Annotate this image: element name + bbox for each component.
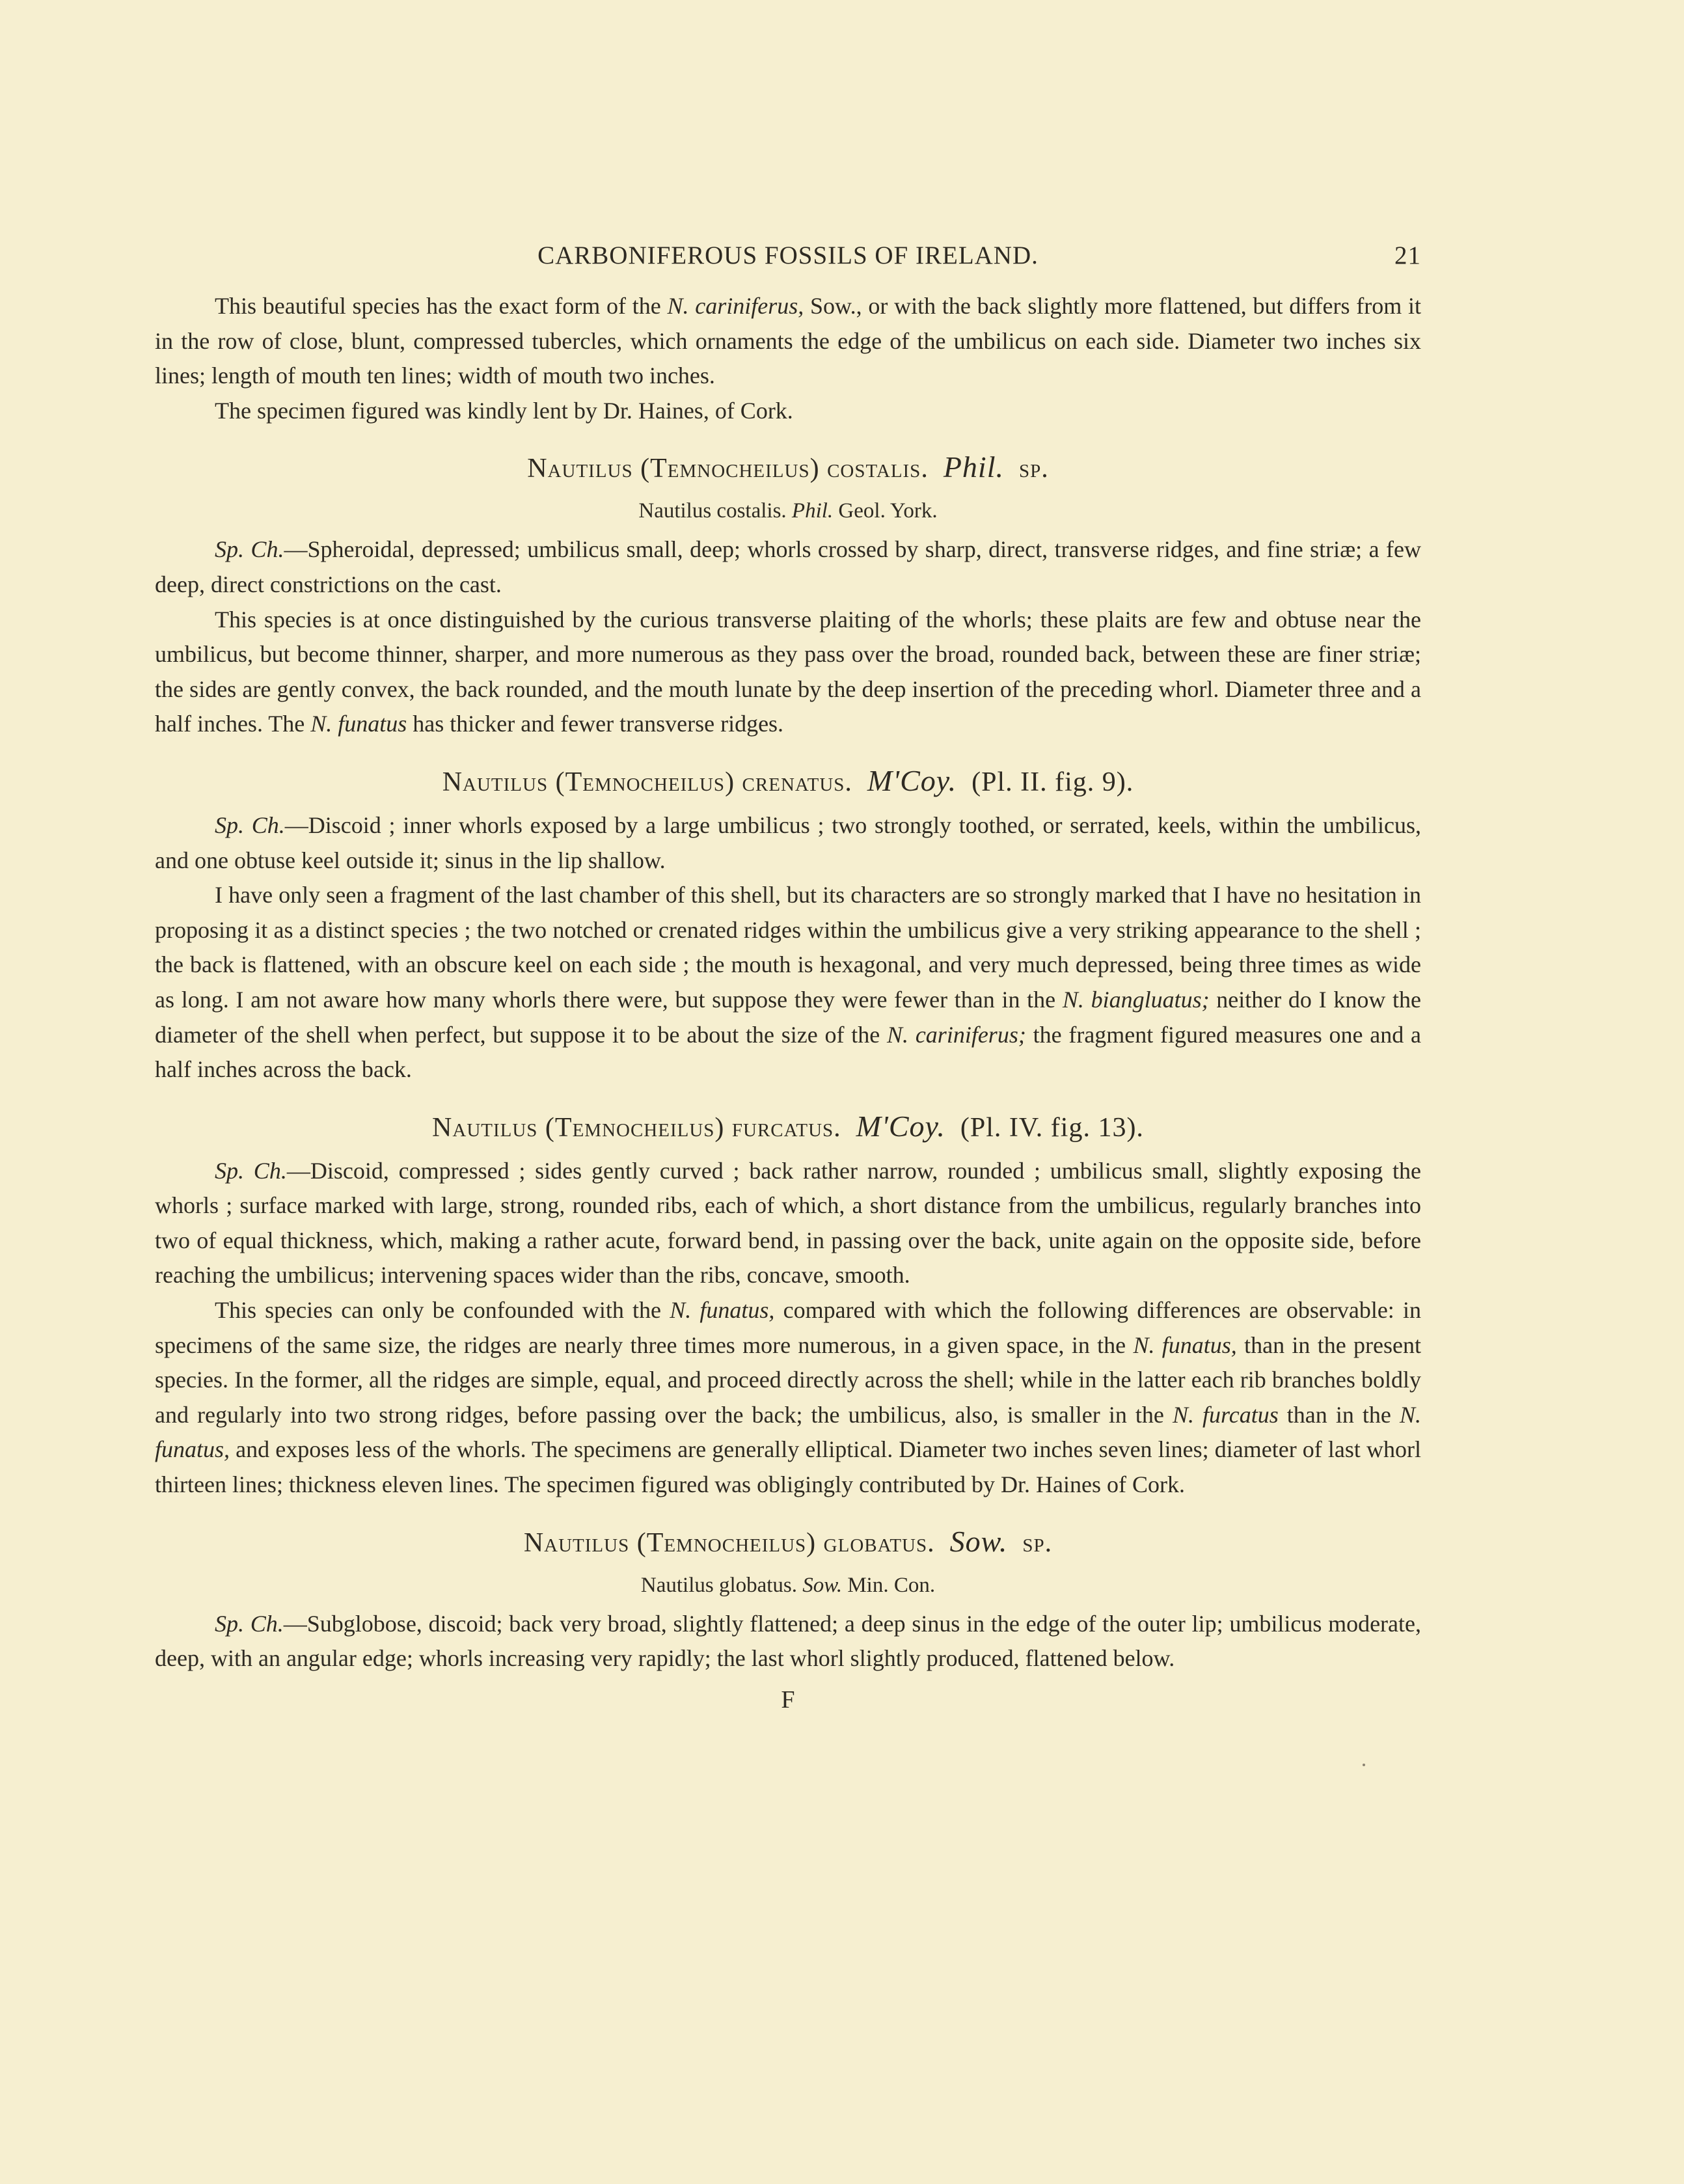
synonym-costalis: Nautilus costalis. Phil. Geol. York. [638, 499, 938, 523]
stray-dot [1363, 1764, 1365, 1766]
page-content [155, 241, 1421, 1718]
spch-crenatus: Sp. Ch.—Discoid ; inner whorls exposed by a large umbilicus ; two strongly toothed, or serrated, keels, within the umbilicus, and one obtuse keel outside it; sinus in the lip shallow. [155, 812, 1421, 873]
heading-crenatus: Nautilus (Temnocheilus) crenatus. M'Coy. (Pl. II. fig. 9). [442, 763, 1134, 797]
heading-furcatus: Nautilus (Temnocheilus) furcatus. M'Coy. (Pl. IV. fig. 13). [432, 1109, 1144, 1143]
signature-mark: F [781, 1686, 795, 1713]
spch-furcatus: Sp. Ch.—Discoid, compressed ; sides gently curved ; back rather narrow, rounded ; umbilicus small, slightly exposing the whorls ; surface marked with large, strong, rounded ribs, each of which, a short distance from the umbilicus, regularly branches into two of equal thickness, which, making a rather acute, forward bend, in passing over the back, unite again on the opposite side, before reaching the umbilicus; intervening spaces wider than the ribs, concave, smooth. [155, 1157, 1422, 1289]
spch-costalis: Sp. Ch.—Spheroidal, depressed; umbilicus small, deep; whorls crossed by sharp, direct, transverse ridges, and fine striæ; a few deep, direct constrictions on the cast. [155, 536, 1421, 597]
desc-costalis: This species is at once distinguished by the curious transverse plaiting of the whorls; these plaits are few and obtuse near the umbilicus, but become thinner, sharper, and more numerous as they pass over the broad, rounded back, between these are finer striæ; the sides are gently convex, the back rounded, and the mouth lunate by the deep insertion of the preceding whorl. Diameter three and a half inches. The N. funatus has thicker and fewer transverse ridges. [155, 606, 1421, 737]
spch-globatus: Sp. Ch.—Subglobose, discoid; back very broad, slightly flattened; a deep sinus in the edge of the outer lip; umbilicus moderate, deep, with an angular edge; whorls increasing very rapidly; the last whorl slightly produced, flattened below. [155, 1610, 1422, 1672]
desc-crenatus: I have only seen a fragment of the last chamber of this shell, but its characters are so strongly marked that I have no hesitation in proposing it as a distinct species ; the two notched or crenated ridges within the umbilicus give a very striking appearance to the shell ; the back is flattened, with an obscure keel on each side ; the mouth is hexagonal, and very much depressed, being three times as wide as long. I am not aware how many whorls there were, but suppose they were fewer than in the N. biangluatus; neither do I know the diameter of the shell when perfect, but suppose it to be about the size of the N. cariniferus; the fragment figured measures one and a half inches across the back. [155, 882, 1421, 1083]
synonym-globatus: Nautilus globatus. Sow. Min. Con. [640, 1573, 936, 1597]
running-title: CARBONIFEROUS FOSSILS OF IRELAND. [537, 241, 1039, 269]
page-number: 21 [1394, 241, 1421, 269]
heading-costalis: Nautilus (Temnocheilus) costalis. Phil. sp. [527, 450, 1049, 484]
running-header [155, 241, 1421, 280]
intro-note: The specimen figured was kindly lent by Dr. Haines, of Cork. [215, 397, 793, 424]
heading-globatus: Nautilus (Temnocheilus) globatus. Sow. sp. [523, 1524, 1053, 1558]
intro-paragraph: This beautiful species has the exact form of the N. cariniferus, Sow., or with the back slightly more flattened, but differs from it in the row of close, blunt, compressed tubercles, which ornaments the edge of the umbilicus on each side. Diameter two inches six lines; length of mouth ten lines; width of mouth two inches. [155, 293, 1421, 389]
desc-furcatus: This species can only be confounded with the N. funatus, compared with which the following differences are observable: in specimens of the same size, the ridges are nearly three times more numerous, in a given space, in the N. funatus, than in the present species. In the former, all the ridges are simple, equal, and proceed directly across the shell; while in the latter each rib branches boldly and regularly into two strong ridges, before passing over the back; the umbilicus, also, is smaller in the N. furcatus than in the N. funatus, and exposes less of the whorls. The specimens are generally elliptical. Diameter two inches seven lines; diameter of last whorl thirteen lines; thickness eleven lines. The specimen figured was obligingly contributed by Dr. Haines of Cork. [155, 1297, 1421, 1498]
